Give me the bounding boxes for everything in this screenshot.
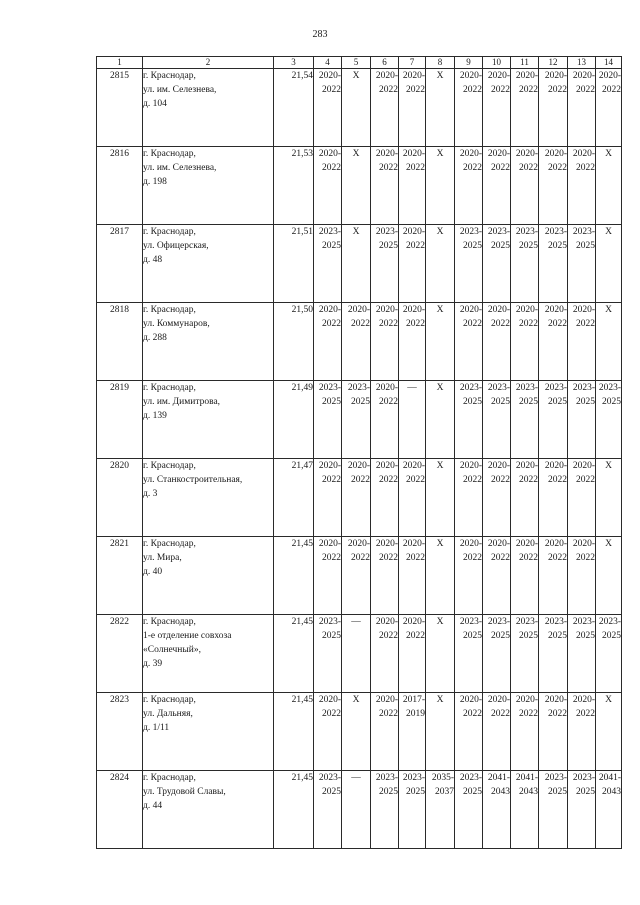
column-number: 10	[483, 57, 511, 69]
address-line: ул. Дальняя,	[143, 709, 193, 719]
page-number: 283	[312, 29, 328, 40]
schedule-cell: —	[342, 615, 371, 693]
schedule-cell: 2020- 2022	[371, 303, 399, 381]
address-line: г. Краснодар,	[143, 773, 196, 783]
schedule-cell: 2023- 2025	[539, 381, 568, 459]
schedule-cell: —	[342, 771, 371, 849]
schedule-cell: 2020- 2022	[399, 147, 426, 225]
schedule-cell: X	[596, 303, 622, 381]
address-cell	[143, 615, 274, 693]
schedule-cell: X	[342, 225, 371, 303]
address-line: д. 198	[143, 177, 167, 187]
schedule-cell: 2020- 2022	[511, 303, 539, 381]
schedule-cell: 2023- 2025	[455, 615, 483, 693]
schedule-cell: 2023- 2025	[568, 771, 596, 849]
schedule-cell: 2020- 2022	[399, 303, 426, 381]
schedule-cell: 2020- 2022	[399, 225, 426, 303]
address-line: д. 139	[143, 411, 167, 421]
schedule-cell: 2035- 2037	[426, 771, 455, 849]
schedule-cell: 2020- 2022	[399, 69, 426, 147]
schedule-cell: 2020- 2022	[342, 303, 371, 381]
schedule-cell: 2020- 2022	[539, 459, 568, 537]
column-number: 11	[511, 57, 539, 69]
area-cell: 21,54	[274, 69, 314, 147]
row-number: 2821	[97, 537, 143, 615]
address-line: г. Краснодар,	[143, 383, 196, 393]
schedule-cell: 2020- 2022	[511, 147, 539, 225]
schedule-cell: 2020- 2022	[314, 459, 342, 537]
schedule-cell: X	[342, 69, 371, 147]
schedule-cell: 2023- 2025	[568, 381, 596, 459]
address-line: г. Краснодар,	[143, 539, 196, 549]
schedule-cell: 2020- 2022	[511, 537, 539, 615]
area-cell: 21,45	[274, 771, 314, 849]
schedule-cell: 2020- 2022	[371, 615, 399, 693]
address-line: д. 3	[143, 489, 158, 499]
schedule-cell: 2023- 2025	[455, 771, 483, 849]
schedule-cell: 2020- 2022	[371, 69, 399, 147]
schedule-cell: 2023- 2025	[314, 771, 342, 849]
schedule-cell: 2020- 2022	[342, 459, 371, 537]
schedule-cell: 2023- 2025	[596, 615, 622, 693]
schedule-cell: 2020- 2022	[483, 459, 511, 537]
area-cell: 21,45	[274, 693, 314, 771]
schedule-cell: 2023- 2025	[314, 225, 342, 303]
address-line: г. Краснодар,	[143, 461, 196, 471]
address-cell	[143, 225, 274, 303]
schedule-cell: X	[426, 225, 455, 303]
address-line: д. 40	[143, 567, 163, 577]
schedule-cell: 2020- 2022	[342, 537, 371, 615]
schedule-cell: 2020- 2022	[399, 459, 426, 537]
schedule-cell: X	[596, 537, 622, 615]
schedule-cell: 2023- 2025	[511, 225, 539, 303]
schedule-cell: 2023- 2025	[596, 381, 622, 459]
address-cell	[143, 381, 274, 459]
schedule-cell: 2020- 2022	[568, 147, 596, 225]
schedule-cell: 2020- 2022	[511, 459, 539, 537]
address-line: «Солнечный»,	[143, 645, 201, 655]
schedule-cell: X	[426, 693, 455, 771]
address-line: ул. им. Селезнева,	[143, 163, 217, 173]
schedule-cell: 2023- 2025	[455, 381, 483, 459]
schedule-cell: X	[596, 693, 622, 771]
address-line: д. 48	[143, 255, 163, 265]
table-row	[97, 771, 622, 849]
address-line: ул. Мира,	[143, 553, 182, 563]
schedule-cell: 2020- 2022	[539, 303, 568, 381]
address-line: ул. Офицерская,	[143, 241, 209, 251]
schedule-cell: 2020- 2022	[596, 69, 622, 147]
schedule-cell: 2023- 2025	[371, 225, 399, 303]
schedule-cell: 2020- 2022	[455, 693, 483, 771]
table-row	[97, 537, 622, 615]
area-cell: 21,49	[274, 381, 314, 459]
schedule-cell: 2023- 2025	[342, 381, 371, 459]
schedule-cell: 2041- 2043	[596, 771, 622, 849]
column-number: 12	[539, 57, 568, 69]
schedule-cell: 2020- 2022	[455, 147, 483, 225]
column-number: 8	[426, 57, 455, 69]
schedule-cell: 2020- 2022	[399, 537, 426, 615]
address-line: д. 104	[143, 99, 167, 109]
schedule-cell: —	[399, 381, 426, 459]
address-line: г. Краснодар,	[143, 71, 196, 81]
column-number-row	[97, 57, 622, 69]
schedule-cell: X	[342, 147, 371, 225]
schedule-cell: 2020- 2022	[483, 147, 511, 225]
column-number: 7	[399, 57, 426, 69]
address-cell	[143, 771, 274, 849]
schedule-cell: 2020- 2022	[568, 459, 596, 537]
column-number: 13	[568, 57, 596, 69]
schedule-cell: 2023- 2025	[511, 615, 539, 693]
schedule-cell: 2020- 2022	[511, 69, 539, 147]
table-row	[97, 303, 622, 381]
address-cell	[143, 693, 274, 771]
column-number: 14	[596, 57, 622, 69]
row-number: 2820	[97, 459, 143, 537]
schedule-cell: X	[426, 381, 455, 459]
schedule-cell: 2020- 2022	[483, 537, 511, 615]
schedule-cell: 2023- 2025	[483, 381, 511, 459]
row-number: 2818	[97, 303, 143, 381]
schedule-cell: 2020- 2022	[371, 537, 399, 615]
schedule-cell: 2023- 2025	[539, 615, 568, 693]
schedule-cell: 2023- 2025	[483, 225, 511, 303]
address-line: г. Краснодар,	[143, 227, 196, 237]
address-line: д. 1/11	[143, 723, 170, 733]
schedule-cell: X	[596, 147, 622, 225]
address-line: г. Краснодар,	[143, 617, 196, 627]
column-number: 3	[274, 57, 314, 69]
area-cell: 21,53	[274, 147, 314, 225]
schedule-cell: 2020- 2022	[568, 537, 596, 615]
column-number: 6	[371, 57, 399, 69]
schedule-cell: 2023- 2025	[483, 615, 511, 693]
column-number: 1	[97, 57, 143, 69]
address-line: ул. Станкостроительная,	[143, 475, 243, 485]
table-row	[97, 615, 622, 693]
schedule-cell: 2020- 2022	[314, 693, 342, 771]
address-line: ул. Трудовой Славы,	[143, 787, 226, 797]
address-line: ул. им. Димитрова,	[143, 397, 221, 407]
schedule-cell: 2023- 2025	[539, 225, 568, 303]
address-cell	[143, 537, 274, 615]
table-row	[97, 381, 622, 459]
row-number: 2823	[97, 693, 143, 771]
schedule-cell: 2020- 2022	[371, 381, 399, 459]
address-line: ул. им. Селезнева,	[143, 85, 217, 95]
schedule-cell: 2020- 2022	[314, 147, 342, 225]
address-line: г. Краснодар,	[143, 695, 196, 705]
schedule-cell: X	[426, 537, 455, 615]
column-number: 2	[143, 57, 274, 69]
schedule-cell: 2020- 2022	[371, 459, 399, 537]
row-number: 2824	[97, 771, 143, 849]
schedule-cell: 2020- 2022	[455, 537, 483, 615]
schedule-cell: 2020- 2022	[568, 693, 596, 771]
schedule-cell: 2020- 2022	[314, 303, 342, 381]
schedule-cell: X	[426, 147, 455, 225]
address-cell	[143, 69, 274, 147]
schedule-cell: 2023- 2025	[314, 615, 342, 693]
row-number: 2815	[97, 69, 143, 147]
schedule-cell: X	[426, 459, 455, 537]
column-number: 4	[314, 57, 342, 69]
schedule-cell: 2023- 2025	[539, 771, 568, 849]
area-cell: 21,45	[274, 537, 314, 615]
column-number: 9	[455, 57, 483, 69]
schedule-cell: X	[342, 693, 371, 771]
address-line: д. 44	[143, 801, 163, 811]
address-line: д. 39	[143, 659, 163, 669]
area-cell: 21,50	[274, 303, 314, 381]
schedule-cell: 2020- 2022	[539, 693, 568, 771]
schedule-cell: 2020- 2022	[314, 69, 342, 147]
schedule-cell: X	[426, 69, 455, 147]
schedule-cell: 2023- 2025	[371, 771, 399, 849]
schedule-cell: 2020- 2022	[539, 69, 568, 147]
address-line: г. Краснодар,	[143, 305, 196, 315]
address-cell	[143, 303, 274, 381]
schedule-cell: X	[596, 459, 622, 537]
row-number: 2817	[97, 225, 143, 303]
schedule-cell: 2041- 2043	[511, 771, 539, 849]
schedule-cell: 2020- 2022	[371, 693, 399, 771]
schedule-cell: 2023- 2025	[568, 615, 596, 693]
schedule-cell: 2041- 2043	[483, 771, 511, 849]
schedule-cell: 2020- 2022	[371, 147, 399, 225]
table-row	[97, 69, 622, 147]
schedule-cell: 2023- 2025	[511, 381, 539, 459]
address-line: д. 288	[143, 333, 167, 343]
schedule-cell: 2020- 2022	[539, 537, 568, 615]
schedule-cell: 2023- 2025	[568, 225, 596, 303]
schedule-cell: 2020- 2022	[399, 615, 426, 693]
schedule-cell: 2020- 2022	[568, 303, 596, 381]
row-number: 2822	[97, 615, 143, 693]
schedule-cell: 2020- 2022	[483, 303, 511, 381]
table-body	[97, 57, 622, 849]
row-number: 2816	[97, 147, 143, 225]
schedule-cell: 2020- 2022	[455, 303, 483, 381]
schedule-cell: 2023- 2025	[314, 381, 342, 459]
schedule-cell: 2020- 2022	[483, 69, 511, 147]
area-cell: 21,45	[274, 615, 314, 693]
table-row	[97, 147, 622, 225]
table-row	[97, 225, 622, 303]
schedule-cell: X	[426, 615, 455, 693]
schedule-cell: 2020- 2022	[539, 147, 568, 225]
schedule-cell: 2020- 2022	[511, 693, 539, 771]
schedule-cell: X	[426, 303, 455, 381]
schedule-cell: 2017- 2019	[399, 693, 426, 771]
schedule-cell: 2020- 2022	[483, 693, 511, 771]
address-cell	[143, 147, 274, 225]
area-cell: 21,51	[274, 225, 314, 303]
schedule-cell: X	[596, 225, 622, 303]
address-line: г. Краснодар,	[143, 149, 196, 159]
table-row	[97, 459, 622, 537]
schedule-cell: 2020- 2022	[455, 459, 483, 537]
row-number: 2819	[97, 381, 143, 459]
schedule-cell: 2023- 2025	[455, 225, 483, 303]
schedule-cell: 2023- 2025	[399, 771, 426, 849]
address-cell	[143, 459, 274, 537]
address-line: ул. Коммунаров,	[143, 319, 210, 329]
schedule-cell: 2020- 2022	[455, 69, 483, 147]
address-line: 1-е отделение совхоза	[143, 631, 232, 641]
schedule-cell: 2020- 2022	[568, 69, 596, 147]
area-cell: 21,47	[274, 459, 314, 537]
column-number: 5	[342, 57, 371, 69]
table-row	[97, 693, 622, 771]
registry-table	[96, 56, 622, 849]
schedule-cell: 2020- 2022	[314, 537, 342, 615]
